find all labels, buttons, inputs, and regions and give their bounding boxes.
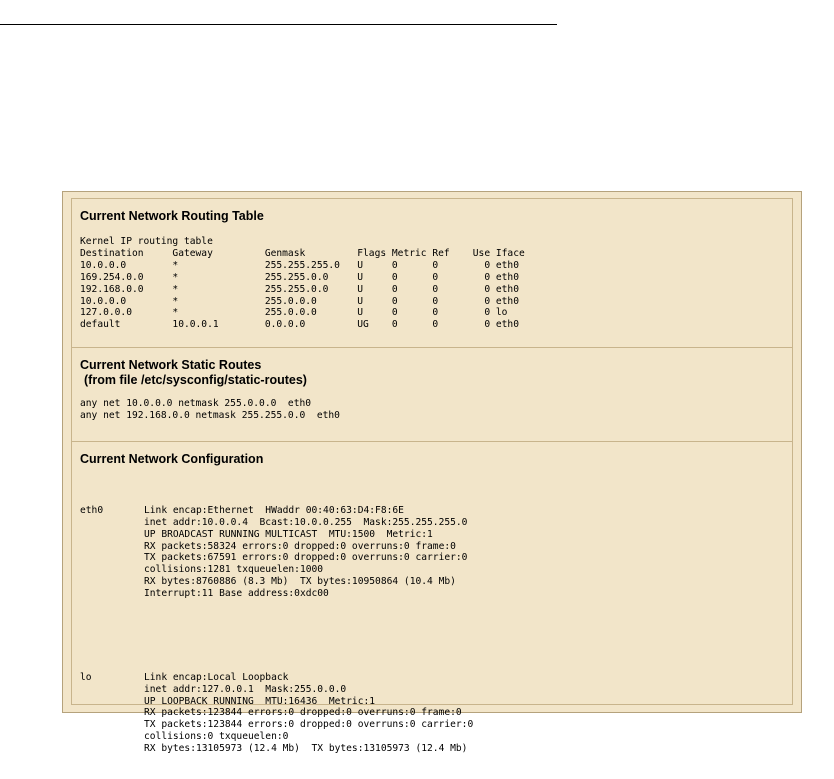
network-info-panel [62,191,802,755]
interface-details [144,505,467,600]
routing-table-row: 192.168.0.0 * 255.255.0.0 U 0 0 0 eth0 [80,283,519,295]
routing-table-output [80,236,784,331]
interface-name: eth0 [80,504,104,516]
interface-detail-line: RX packets:123844 errors:0 dropped:0 overruns:0 frame:0 [144,707,462,719]
interface-detail-line: Link encap:Local Loopback [144,671,289,683]
interface-name: lo [80,671,92,683]
network-configuration-title: Current Network Configuration [80,452,264,466]
routing-table-row: 10.0.0.0 * 255.0.0.0 U 0 0 0 eth0 [80,295,519,307]
interface-detail-line: UP BROADCAST RUNNING MULTICAST MTU:1500 Metric:1 [144,528,433,540]
interface-detail-line: TX packets:67591 errors:0 dropped:0 overruns:0 carrier:0 [144,552,468,564]
interface-spacer [80,624,784,648]
interface-detail-line: RX bytes:8760886 (8.3 Mb) TX bytes:10950864 (10.4 Mb) [144,576,456,588]
interface-detail-line: collisions:1281 txqueuelen:1000 [144,564,324,576]
routing-table-row: default 10.0.0.1 0.0.0.0 UG 0 0 0 eth0 [80,319,519,331]
routing-table-section [71,198,793,348]
static-routes-section [71,348,793,442]
static-routes-source-file: (from file /etc/sysconfig/static-routes) [84,373,307,387]
interface-detail-line: TX packets:123844 errors:0 dropped:0 overruns:0 carrier:0 [144,719,474,731]
static-route-line: any net 192.168.0.0 netmask 255.255.0.0 eth0 [80,409,340,421]
interface-detail-line: collisions:0 txqueuelen:0 [144,731,289,743]
interface-eth0 [80,505,784,600]
interface-detail-line: Interrupt:11 Base address:0xdc00 [144,588,329,600]
interface-details [144,672,473,755]
top-divider-line [0,24,557,25]
routing-table-row: 127.0.0.0 * 255.0.0.0 U 0 0 0 lo [80,307,508,319]
routing-table-row: 169.254.0.0 * 255.255.0.0 U 0 0 0 eth0 [80,271,519,283]
interface-detail-line: RX bytes:13105973 (12.4 Mb) TX bytes:13105973 (12.4 Mb) [144,743,468,755]
routing-table-row: 10.0.0.0 * 255.255.255.0 U 0 0 0 eth0 [80,259,519,271]
static-routes-title: Current Network Static Routes [80,358,262,372]
static-routes-output [80,398,784,422]
interface-detail-line: RX packets:58324 errors:0 dropped:0 overruns:0 frame:0 [144,540,456,552]
routing-table-title: Current Network Routing Table [80,209,264,223]
routing-table-caption: Kernel IP routing table [80,236,213,247]
static-route-line: any net 10.0.0.0 netmask 255.0.0.0 eth0 [80,398,312,409]
interface-detail-line: UP LOOPBACK RUNNING MTU:16436 Metric:1 [144,695,376,707]
network-configuration-section [71,442,793,755]
interface-detail-line: Link encap:Ethernet HWaddr 00:40:63:D4:F8:6E [144,504,404,516]
ifconfig-output [80,481,784,779]
interface-detail-line: inet addr:127.0.0.1 Mask:255.0.0.0 [144,683,347,695]
routing-table-header: Destination Gateway Genmask Flags Metric Ref Use Iface [80,247,525,259]
interface-detail-line: inet addr:10.0.0.4 Bcast:10.0.0.255 Mask:255.255.255.0 [144,516,468,528]
interface-lo [80,672,784,755]
